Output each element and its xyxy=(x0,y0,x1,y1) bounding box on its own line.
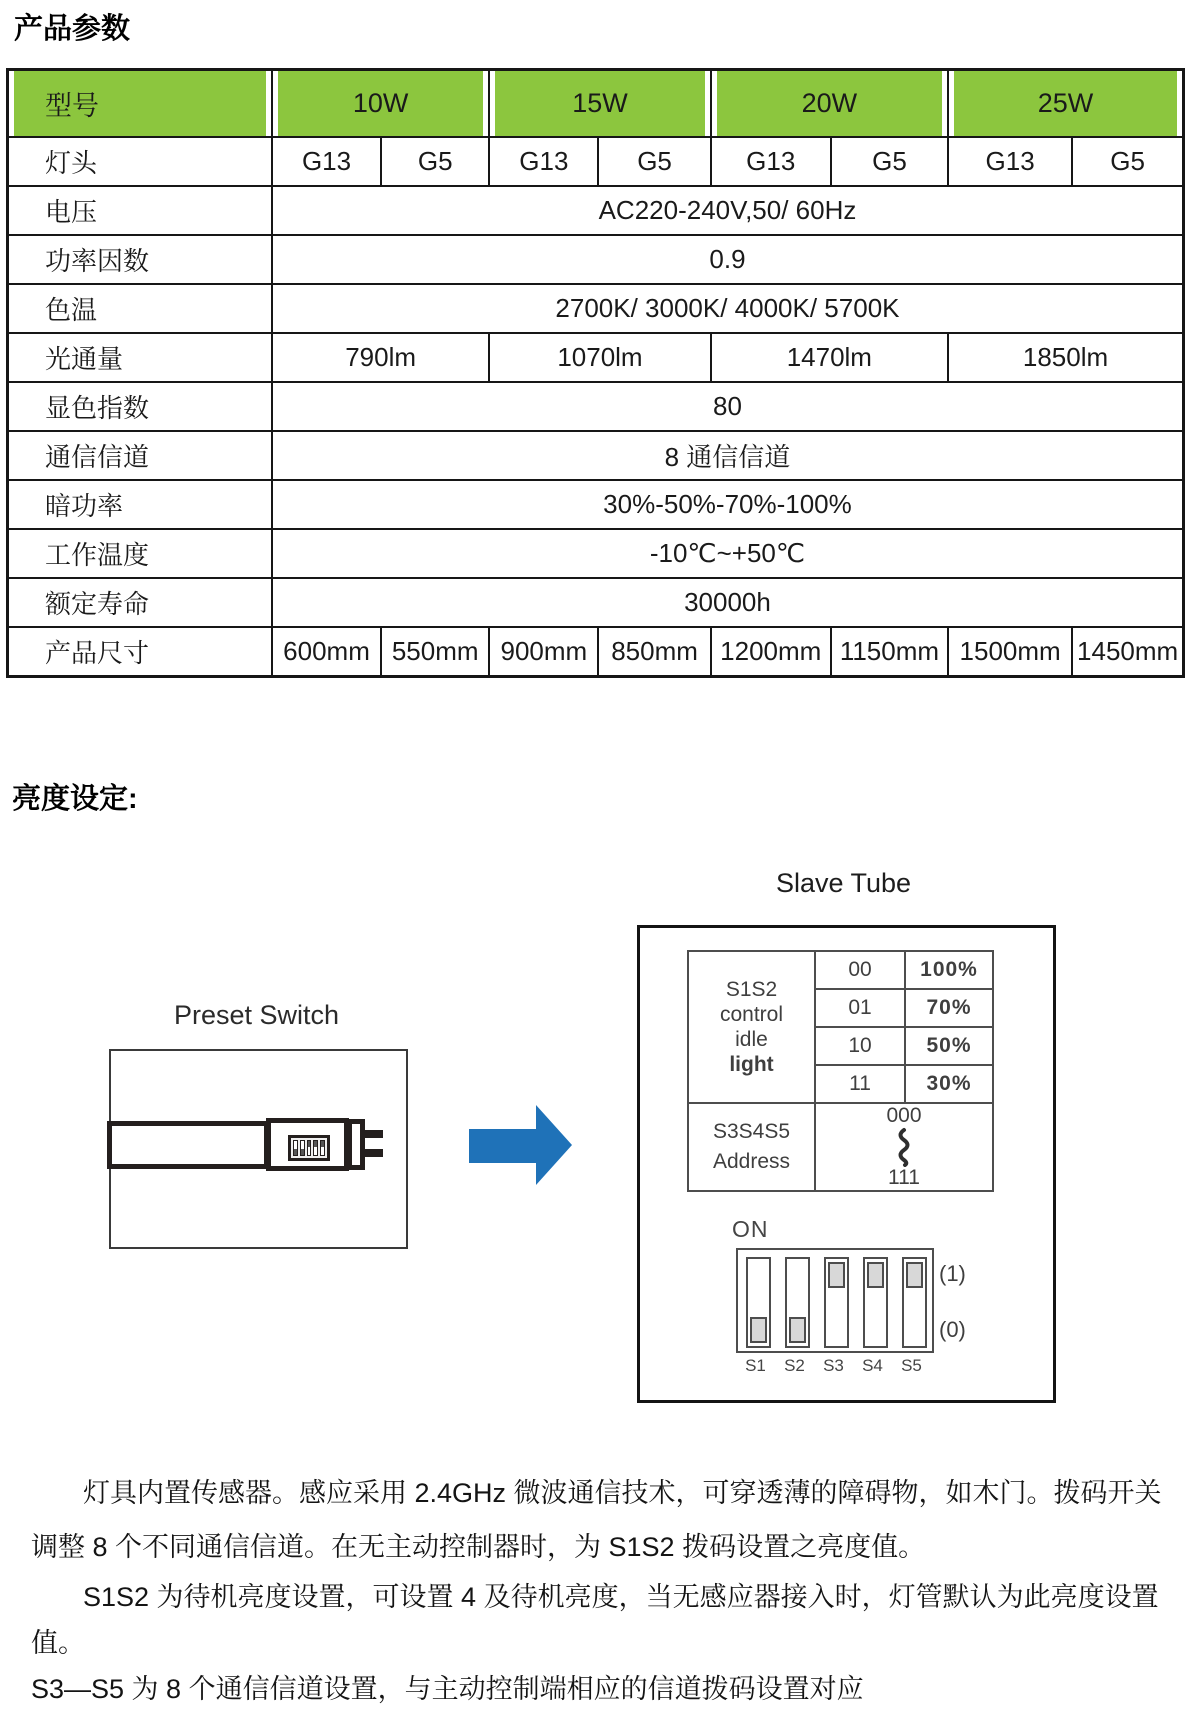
row-label: 通信信道 xyxy=(8,431,272,480)
cell-value: 550mm xyxy=(381,627,489,676)
level-cell: 70% xyxy=(905,989,993,1027)
row-label: 显色指数 xyxy=(8,382,272,431)
code-cell: 00 xyxy=(815,951,905,989)
cell-value: AC220-240V,50/ 60Hz xyxy=(272,186,1184,235)
address-range-cell: 000 111 xyxy=(815,1103,993,1191)
dip-switch-icon xyxy=(288,1135,330,1161)
tube-pin xyxy=(363,1130,383,1138)
cell-value: G5 xyxy=(1072,137,1183,186)
s1s2-label: S1S2 control idle light xyxy=(688,951,815,1103)
row-label: 暗功率 xyxy=(8,480,272,529)
row-cap xyxy=(8,137,1184,186)
address-row xyxy=(688,1103,993,1191)
row-flux xyxy=(8,333,1184,382)
header-15w: 15W xyxy=(489,70,710,138)
row-label: 工作温度 xyxy=(8,529,272,578)
cell-value: 790lm xyxy=(272,333,489,382)
slave-tube-title: Slave Tube xyxy=(775,868,912,898)
code-cell: 11 xyxy=(815,1065,905,1103)
level-cell: 100% xyxy=(905,951,993,989)
dip-slot-s3 xyxy=(824,1257,849,1348)
cell-value: 30000h xyxy=(272,578,1184,627)
cell-value: 1500mm xyxy=(948,627,1072,676)
dip-up-label: (1) xyxy=(939,1261,966,1286)
dip-down-label: (0) xyxy=(939,1317,966,1342)
cell-value: 80 xyxy=(272,382,1184,431)
cell-value: 850mm xyxy=(598,627,710,676)
page-title: 产品参数 xyxy=(14,13,131,45)
row-cct xyxy=(8,284,1184,333)
row-dimensions xyxy=(8,627,1184,676)
cell-value: G5 xyxy=(598,137,710,186)
cell-value: 1200mm xyxy=(711,627,831,676)
level-cell: 50% xyxy=(905,1027,993,1065)
dip-on-label: ON xyxy=(732,1216,769,1242)
spec-table xyxy=(6,68,1185,678)
cell-value: 1150mm xyxy=(831,627,948,676)
row-dim-power xyxy=(8,480,1184,529)
row-label: 功率因数 xyxy=(8,235,272,284)
row-label: 电压 xyxy=(8,186,272,235)
row-label: 产品尺寸 xyxy=(8,627,272,676)
table-header-row xyxy=(8,70,1184,138)
cell-value: 1850lm xyxy=(948,333,1183,382)
preset-switch-title: Preset Switch xyxy=(173,1000,340,1030)
code-cell: 01 xyxy=(815,989,905,1027)
cell-value: 900mm xyxy=(489,627,598,676)
cell-value: -10℃~+50℃ xyxy=(272,529,1184,578)
table-row xyxy=(688,951,993,989)
level-cell: 30% xyxy=(905,1065,993,1103)
dip-knob xyxy=(906,1262,923,1288)
header-10w: 10W xyxy=(272,70,489,138)
cell-value: G13 xyxy=(272,137,381,186)
slave-tube-diagram xyxy=(637,925,1056,1403)
dip-switch-names: S1 S2 S3 S4 S5 xyxy=(745,1356,922,1375)
row-lifetime xyxy=(8,578,1184,627)
range-squiggle-icon xyxy=(896,1127,912,1167)
idle-light-table xyxy=(687,950,994,1192)
preset-switch-diagram xyxy=(109,1049,408,1249)
address-label: S3S4S5 Address xyxy=(688,1103,815,1191)
header-model-label: 型号 xyxy=(8,70,272,138)
note-paragraph: S1S2 为待机亮度设置，可设置 4 及待机亮度，当无感应器接入时，灯管默认为此亮度设置值。 xyxy=(31,1582,1159,1658)
dip-switch-diagram xyxy=(736,1248,934,1353)
right-arrow-icon xyxy=(469,1105,572,1185)
cell-value: G5 xyxy=(831,137,948,186)
notes-block xyxy=(31,1466,1176,1712)
cell-value: 600mm xyxy=(272,627,381,676)
dip-slot-s5 xyxy=(902,1257,927,1348)
tube-body xyxy=(107,1121,269,1169)
dip-knob xyxy=(828,1262,845,1288)
cell-value: G13 xyxy=(711,137,831,186)
row-channels xyxy=(8,431,1184,480)
cell-value: G5 xyxy=(381,137,489,186)
tube-ring xyxy=(347,1119,365,1170)
cell-value: G13 xyxy=(489,137,598,186)
dip-slot-s1 xyxy=(746,1257,771,1348)
dip-slot-s4 xyxy=(863,1257,888,1348)
cell-value: G13 xyxy=(948,137,1072,186)
note-paragraph: 灯具内置传感器。感应采用 2.4GHz 微波通信技术，可穿透薄的障碍物，如木门。拨码开关调整 8 个不同通信信道。在无主动控制器时，为 S1S2 拨码设置之亮度值。 xyxy=(31,1478,1162,1562)
header-25w: 25W xyxy=(948,70,1183,138)
dip-slot-s2 xyxy=(785,1257,810,1348)
cell-value: 0.9 xyxy=(272,235,1184,284)
cell-value: 2700K/ 3000K/ 4000K/ 5700K xyxy=(272,284,1184,333)
cell-value: 1070lm xyxy=(489,333,710,382)
row-power-factor xyxy=(8,235,1184,284)
brightness-section-title: 亮度设定: xyxy=(12,783,138,815)
row-label: 额定寿命 xyxy=(8,578,272,627)
header-20w: 20W xyxy=(711,70,948,138)
tube-pin xyxy=(363,1149,383,1157)
code-cell: 10 xyxy=(815,1027,905,1065)
row-voltage xyxy=(8,186,1184,235)
cell-value: 30%-50%-70%-100% xyxy=(272,480,1184,529)
row-label: 色温 xyxy=(8,284,272,333)
row-label: 光通量 xyxy=(8,333,272,382)
cell-value: 8 通信信道 xyxy=(272,431,1184,480)
cell-value: 1470lm xyxy=(711,333,948,382)
dip-knob xyxy=(750,1317,767,1343)
cell-value: 1450mm xyxy=(1072,627,1183,676)
dip-knob xyxy=(789,1317,806,1343)
note-paragraph: S3—S5 为 8 个通信信道设置，与主动控制端相应的信道拨码设置对应 xyxy=(31,1674,864,1704)
row-work-temp xyxy=(8,529,1184,578)
row-cri xyxy=(8,382,1184,431)
dip-knob xyxy=(867,1262,884,1288)
row-label: 灯头 xyxy=(8,137,272,186)
